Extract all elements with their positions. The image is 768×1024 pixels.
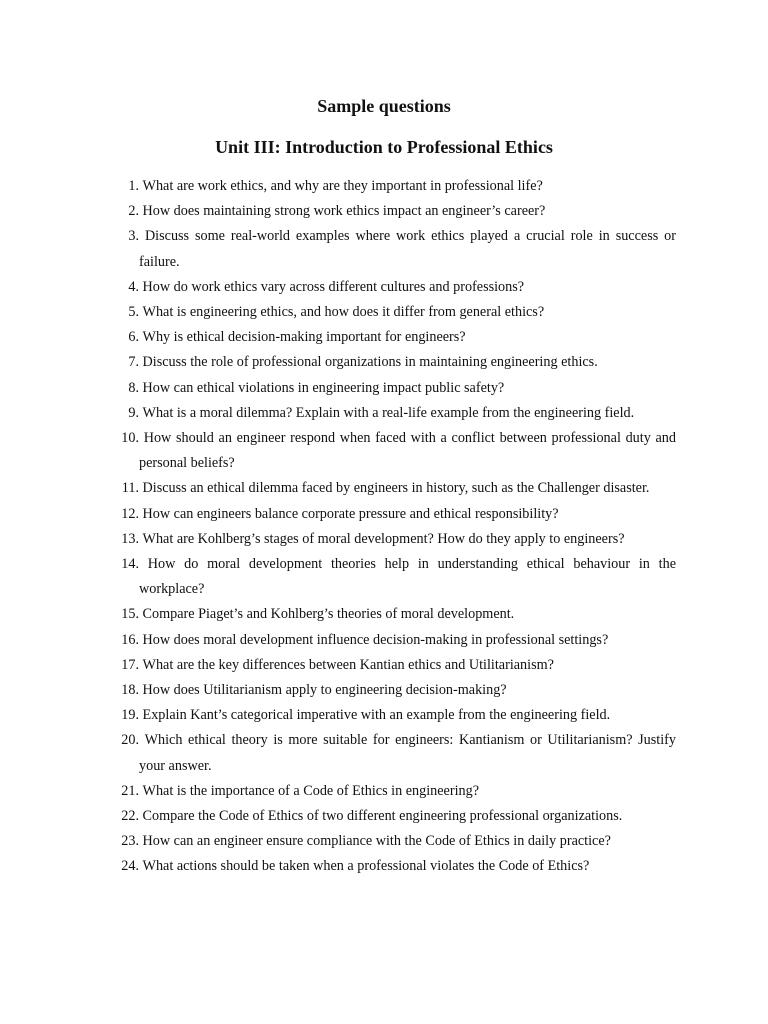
question-number: 15. [121,606,139,623]
question-text: What is the importance of a Code of Ethics in engineering? [139,782,479,799]
question-item [110,552,676,602]
unit-heading: Unit III: Introduction to Professional Ethics [215,137,553,157]
question-item [110,174,676,199]
question-text: How can ethical violations in engineering impact public safety? [139,379,505,396]
question-number: 8. [128,379,139,396]
question-text: Compare the Code of Ethics of two different engineering professional organizations. [139,808,623,825]
question-item [110,224,676,274]
question-number: 19. [121,707,139,724]
question-text: Discuss some real-world examples where work ethics played a crucial role in success or failure. [139,228,676,270]
question-number: 4. [128,278,139,295]
question-text: How does maintaining strong work ethics impact an engineer’s career? [139,203,546,220]
question-number: 6. [128,329,139,346]
question-item [110,376,676,401]
question-item [110,300,676,325]
question-item [110,653,676,678]
question-item [110,275,676,300]
question-item [110,628,676,653]
question-number: 16. [121,631,139,648]
question-text: How do work ethics vary across different cultures and professions? [139,278,525,295]
question-number: 17. [121,656,139,673]
question-number: 20. [121,732,139,749]
question-item [110,401,676,426]
question-item [110,502,676,527]
question-number: 9. [128,404,139,421]
question-text: What is a moral dilemma? Explain with a real-life example from the engineering field. [139,404,635,421]
question-item [110,703,676,728]
question-item [110,426,676,476]
question-item [110,779,676,804]
question-item [110,804,676,829]
question-number: 11. [121,480,139,497]
question-number: 18. [121,682,139,699]
question-text: Compare Piaget’s and Kohlberg’s theories of moral development. [139,606,515,623]
question-text: How can engineers balance corporate pressure and ethical responsibility? [139,505,559,522]
question-number: 24. [121,858,139,875]
question-text: What are Kohlberg’s stages of moral development? How do they apply to engineers? [139,530,625,547]
question-text: What are work ethics, and why are they important in professional life? [139,178,543,194]
question-item [110,728,676,778]
question-number: 1. [128,178,139,194]
question-item [110,602,676,627]
question-item [110,476,676,501]
question-text: How should an engineer respond when faced with a conflict between professional duty and personal beliefs? [139,430,676,472]
question-item [110,854,676,879]
question-number: 3. [128,228,139,245]
question-text: How does Utilitarianism apply to engineering decision-making? [139,682,507,699]
question-number: 23. [121,833,139,850]
question-text: What actions should be taken when a professional violates the Code of Ethics? [139,858,590,875]
question-text: Which ethical theory is more suitable for engineers: Kantianism or Utilitarianism? Justify your answer. [139,732,676,774]
question-number: 7. [128,354,139,371]
question-item [110,527,676,552]
question-text: What are the key differences between Kantian ethics and Utilitarianism? [139,656,554,673]
question-item [110,829,676,854]
question-list [110,174,676,880]
question-number: 13. [121,530,139,547]
question-text: How can an engineer ensure compliance with the Code of Ethics in daily practice? [139,833,611,850]
question-number: 10. [121,430,139,447]
question-text: Discuss an ethical dilemma faced by engineers in history, such as the Challenger disaster. [139,480,650,497]
question-item [110,350,676,375]
question-number: 22. [121,808,139,825]
question-number: 12. [121,505,139,522]
question-text: Discuss the role of professional organizations in maintaining engineering ethics. [139,354,598,371]
document-title: Sample questions [317,96,451,116]
question-text: How does moral development influence decision-making in professional settings? [139,631,609,648]
question-number: 5. [128,304,139,321]
question-text: Why is ethical decision-making important for engineers? [139,329,466,346]
question-number: 2. [128,203,139,220]
question-text: How do moral development theories help in understanding ethical behaviour in the workplace? [139,556,676,598]
question-text: Explain Kant’s categorical imperative with an example from the engineering field. [139,707,611,724]
question-item [110,678,676,703]
question-item [110,199,676,224]
question-text: What is engineering ethics, and how does it differ from general ethics? [139,304,545,321]
question-number: 21. [121,782,139,799]
question-number: 14. [121,556,139,573]
question-item [110,325,676,350]
